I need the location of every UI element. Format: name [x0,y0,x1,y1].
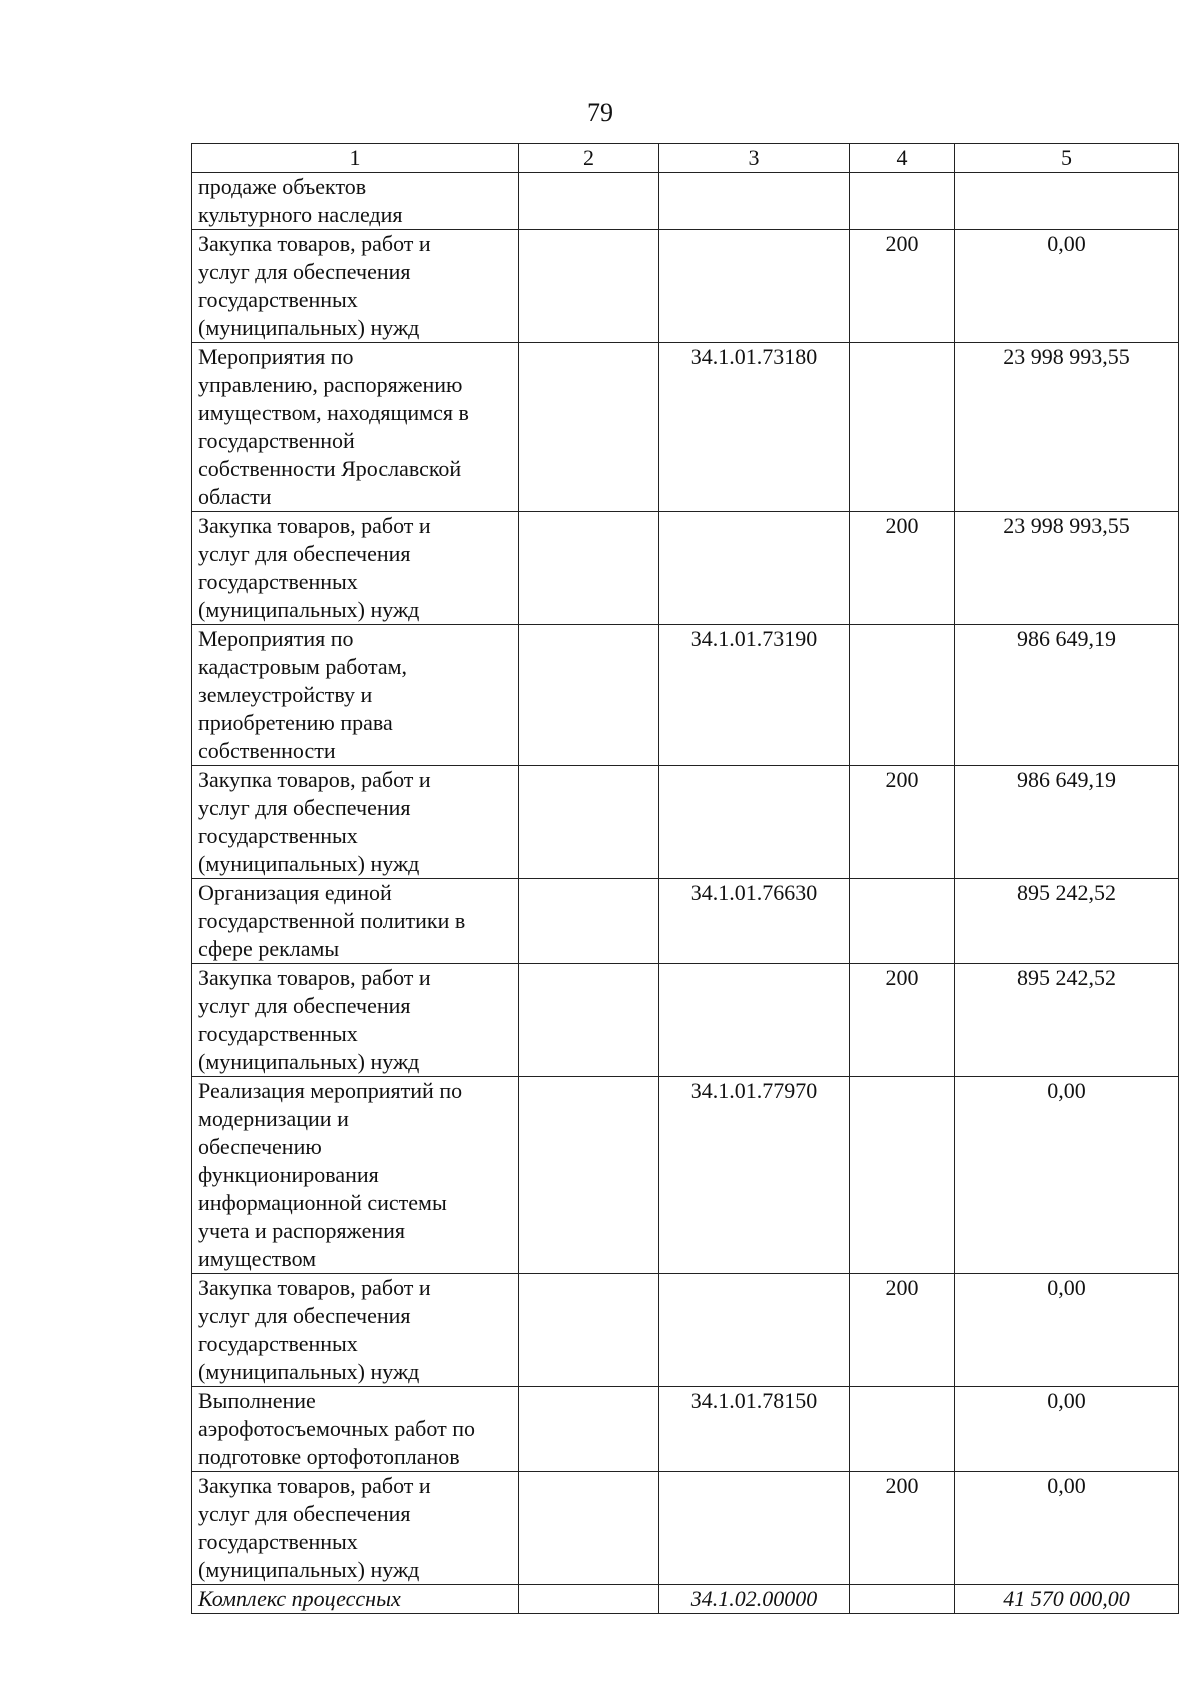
column-header-5: 5 [955,144,1179,173]
target-code-cell: 34.1.01.76630 [659,879,850,964]
expense-type-cell [850,343,955,512]
amount-cell: 986 649,19 [955,625,1179,766]
amount-cell: 0,00 [955,1387,1179,1472]
col2-cell [519,343,659,512]
target-code-cell: 34.1.02.00000 [659,1585,850,1614]
amount-cell: 986 649,19 [955,766,1179,879]
table-body [192,173,1179,1614]
item-name-cell: Мероприятия по кадастровым работам, землеустройству и приобретению права собственности [192,625,519,766]
expense-type-cell: 200 [850,230,955,343]
budget-table [191,143,1179,1614]
expense-type-cell [850,1387,955,1472]
amount-cell: 23 998 993,55 [955,343,1179,512]
table-row [192,230,1179,343]
table-row [192,343,1179,512]
col2-cell [519,173,659,230]
item-name-cell: Закупка товаров, работ и услуг для обеспечения государственных (муниципальных) нужд [192,766,519,879]
col2-cell [519,625,659,766]
expense-type-cell: 200 [850,512,955,625]
amount-cell: 0,00 [955,1077,1179,1274]
page-number: 79 [587,98,613,127]
table-row [192,1585,1179,1614]
col2-cell [519,879,659,964]
amount-cell: 0,00 [955,230,1179,343]
col2-cell [519,1585,659,1614]
column-header-4: 4 [850,144,955,173]
column-header-2: 2 [519,144,659,173]
target-code-cell: 34.1.01.78150 [659,1387,850,1472]
expense-type-cell: 200 [850,1274,955,1387]
amount-cell: 0,00 [955,1472,1179,1585]
item-name-cell: Закупка товаров, работ и услуг для обеспечения государственных (муниципальных) нужд [192,512,519,625]
col2-cell [519,964,659,1077]
table-row [192,766,1179,879]
item-name-cell: продаже объектов культурного наследия [192,173,519,230]
col2-cell [519,766,659,879]
amount-cell: 895 242,52 [955,879,1179,964]
item-name-cell: Реализация мероприятий по модернизации и обеспечению функционирования информационной системы учета и распоряжения имуществом [192,1077,519,1274]
table-header-row [192,144,1179,173]
target-code-cell [659,1472,850,1585]
table-row [192,625,1179,766]
item-name-cell: Организация единой государственной политики в сфере рекламы [192,879,519,964]
table-row [192,1077,1179,1274]
item-name-cell: Закупка товаров, работ и услуг для обеспечения государственных (муниципальных) нужд [192,1274,519,1387]
table-row [192,1387,1179,1472]
expense-type-cell [850,879,955,964]
table-row [192,1472,1179,1585]
item-name-cell: Выполнение аэрофотосъемочных работ по подготовке ортофотопланов [192,1387,519,1472]
amount-cell: 41 570 000,00 [955,1585,1179,1614]
amount-cell: 23 998 993,55 [955,512,1179,625]
table-row [192,879,1179,964]
item-name-cell: Закупка товаров, работ и услуг для обеспечения государственных (муниципальных) нужд [192,1472,519,1585]
target-code-cell [659,512,850,625]
table-row [192,1274,1179,1387]
expense-type-cell: 200 [850,964,955,1077]
expense-type-cell: 200 [850,1472,955,1585]
target-code-cell [659,230,850,343]
amount-cell: 0,00 [955,1274,1179,1387]
target-code-cell: 34.1.01.73190 [659,625,850,766]
col2-cell [519,1077,659,1274]
item-name-cell: Мероприятия по управлению, распоряжению имуществом, находящимся в государственной собственности Ярославской области [192,343,519,512]
expense-type-cell [850,173,955,230]
target-code-cell [659,964,850,1077]
col2-cell [519,1472,659,1585]
expense-type-cell [850,1077,955,1274]
target-code-cell [659,766,850,879]
table-row [192,512,1179,625]
target-code-cell [659,1274,850,1387]
item-name-cell: Закупка товаров, работ и услуг для обеспечения государственных (муниципальных) нужд [192,964,519,1077]
item-name-cell: Комплекс процессных [192,1585,519,1614]
table-row [192,173,1179,230]
col2-cell [519,1274,659,1387]
table-row [192,964,1179,1077]
amount-cell [955,173,1179,230]
expense-type-cell [850,1585,955,1614]
target-code-cell: 34.1.01.73180 [659,343,850,512]
column-header-3: 3 [659,144,850,173]
expense-type-cell [850,625,955,766]
column-header-1: 1 [192,144,519,173]
item-name-cell: Закупка товаров, работ и услуг для обеспечения государственных (муниципальных) нужд [192,230,519,343]
col2-cell [519,230,659,343]
col2-cell [519,1387,659,1472]
target-code-cell: 34.1.01.77970 [659,1077,850,1274]
expense-type-cell: 200 [850,766,955,879]
target-code-cell [659,173,850,230]
col2-cell [519,512,659,625]
amount-cell: 895 242,52 [955,964,1179,1077]
